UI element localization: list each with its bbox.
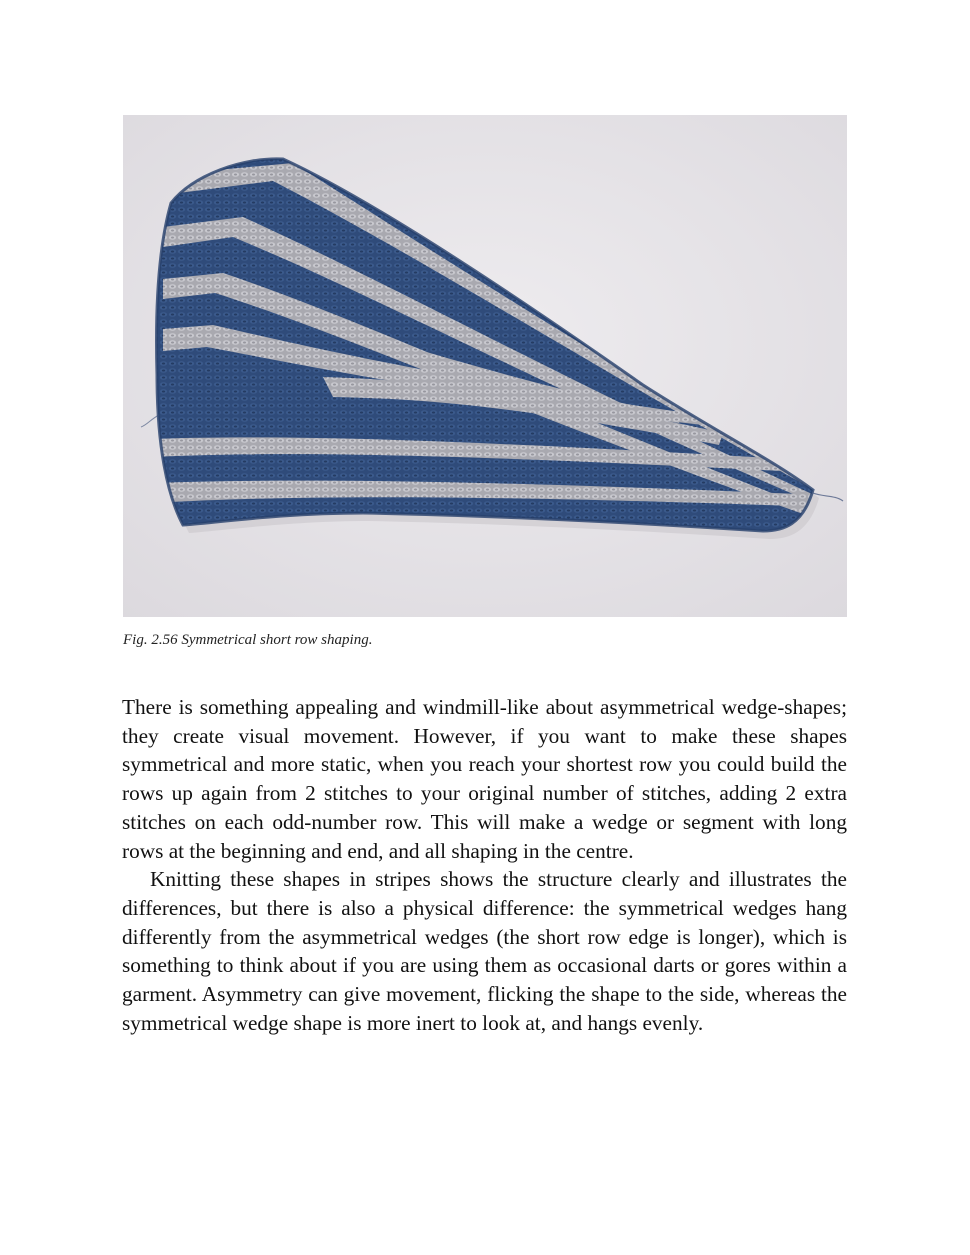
figure-caption: Fig. 2.56 Symmetrical short row shaping.	[123, 632, 373, 648]
paragraph-2: Knitting these shapes in stripes shows the structure clearly and illustrates the differences, but there is also a physical difference: the symmetrical wedges hang differently from the asymmetrical wedges (the short row edge is longer), which is something to think about if you are using them as occasional darts or gores within a garment. Asymmetry can give movement, flicking the shape to the side, whereas the symmetrical wedge shape is more inert to look at, and hangs evenly.	[122, 867, 847, 1035]
knitted-wedge-illustration	[123, 115, 847, 617]
knitted-wedge-photo	[123, 115, 847, 617]
paragraph-1: There is something appealing and windmill-like about asymmetrical wedge-shapes; they create visual movement. However, if you want to make these shapes symmetrical and more static, when you reach your shortest row you could build the rows up again from 2 stitches to your original number of stitches, adding 2 extra stitches on each odd-number row. This will make a wedge or segment with long rows at the beginning and end, and all shaping in the centre.	[122, 695, 847, 863]
body-text	[122, 693, 847, 1037]
